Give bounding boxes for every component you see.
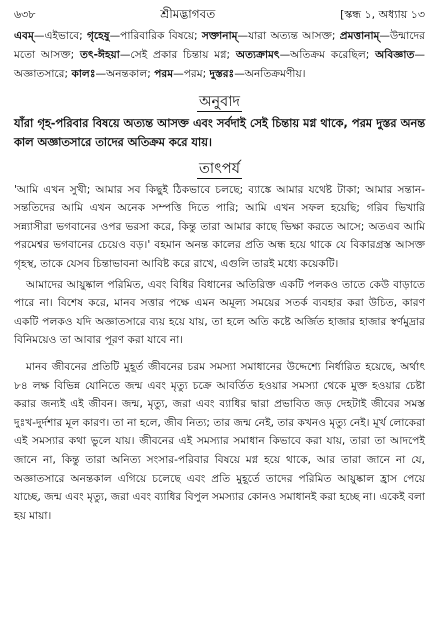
word-meaning-item	[71, 68, 154, 80]
sanskrit-word: কালঃ	[71, 68, 96, 81]
translation-text: যাঁরা গৃহ-পরিবার বিষয়ে অত্যন্ত আসক্ত এবং সর্বদাই সেই চিন্তায় মগ্ন থাকে, পরম দুস্তর অনন্ত কাল অজ্ঞাতসারে তাদের অতিক্রম করে যায়।	[14, 116, 425, 149]
chapter-reference: [স্কন্ধ ১, অধ্যায় ১৩	[340, 8, 425, 21]
word-meaning-item	[87, 30, 202, 42]
sanskrit-word: সক্তানাম্	[201, 30, 238, 42]
translation-heading: অনুবাদ	[198, 93, 241, 110]
purport-heading: তাৎপর্য	[198, 160, 241, 177]
word-meaning-item	[80, 49, 236, 61]
sanskrit-word: তৎ-ঈহয়া	[80, 49, 120, 62]
word-gloss: —অতিক্রম করেছিল;	[279, 49, 376, 62]
sanskrit-word: দুস্তরঃ	[209, 68, 235, 81]
purport-paragraph: 'আমি এখন সুখী; আমার সব কিছুই ঠিকভাবে চলছে; ব্যাঙ্কে আমার যথেষ্ট টাকা; আমার সন্তান-সন্ততিদের আমি এখন অনেক সম্পত্তি দিতে পারি; আমি এখন সফল হয়েছি; গরিব ভিখারি সন্ন্যাসীরা ভগবানের ওপর ভরসা করে, কিন্তু তারা আমার কাছে ভিক্ষা করতে আসে; অতএব আমি পরমেশ্বর ভগবানের চেয়েও বড়।' বহমান অনন্ত কালের প্রতি অন্ধ হয়ে থাকে যে বিকারগ্রস্ত আসক্ত গৃহস্থ, তাকে যেসব চিন্তাভাবনা আবিষ্ট করে রাখে, এগুলি তারই মধ্যে কয়েকটি।	[14, 183, 425, 270]
word-gloss: —এইভাবে;	[33, 30, 87, 42]
purport-paragraph: মানব জীবনের প্রতিটি মুহূর্ত জীবনের চরম সমস্যা সমাধানের উদ্দেশ্যে নির্ধারিত হয়েছে, অর্থাৎ ৮৪ লক্ষ বিভিন্ন যোনিতে জন্ম এবং মৃত্যু চক্রে আবর্তিত হওয়ার সমস্যা থেকে মুক্ত হওয়ার চেষ্টা করার জন্যই এই জীবন। জন্ম, মৃত্যু, জরা এবং ব্যাধির দ্বারা প্রভাবিত জড় দেহটাই জীবের সমস্ত দুঃখ-দুর্দশার মূল কারণ। তা না হলে, জীব নিত্য; তার জন্ম নেই, তার কখনও মৃত্যু নেই। মূর্খ লোকেরা এই সমস্যার কথা ভুলে যায়। জীবনের এই সমস্যার সমাধান কিভাবে করা যায়, তারা তা আদপেই জানে না, কিন্তু তারা অনিত্য সংসার-পরিবার বিষয়ে মগ্ন হয়ে থাকে, আর তারা জানে না যে, অজ্ঞাতসারে অনন্তকাল এগিয়ে চলেছে এবং প্রতি মুহূর্তে তাদের পরিমিত আয়ুষ্কাল হ্রাস পেয়ে যাচ্ছে, জন্ম এবং মৃত্যু, জরা এবং ব্যাধির বিপুল সমস্যার কোনও সমাধানই করা হচ্ছে না। একেই বলা হয় মায়া।	[14, 360, 425, 522]
sanskrit-word: গৃহেষু	[86, 30, 110, 42]
word-gloss: —পরম;	[173, 68, 210, 81]
sanskrit-word: অত্যক্রামৎ	[235, 49, 280, 62]
word-gloss: —অজ্ঞাতসারে;	[14, 49, 425, 81]
word-gloss: —সেই প্রকার চিন্তায় মগ্ন;	[119, 49, 236, 62]
sanskrit-word: এবম্	[14, 30, 34, 42]
book-title: শ্রীমদ্ভাগবত	[160, 7, 216, 21]
page-header	[14, 6, 425, 23]
word-gloss: —যারা অত্যন্ত আসক্ত;	[237, 30, 340, 42]
sanskrit-word: পরম	[154, 68, 174, 81]
word-gloss: —পারিবারিক বিষয়ে;	[109, 30, 202, 42]
word-gloss: —অনতিক্রমণীয়।	[234, 68, 306, 81]
word-gloss: —অনন্তকাল;	[95, 68, 155, 81]
word-meaning-item	[14, 30, 87, 42]
sanskrit-word: প্রমত্তানাম্	[339, 30, 380, 42]
purport-paragraph: আমাদের আয়ুষ্কাল পরিমিত, এবং বিধির বিধানের অতিরিক্ত একটি পলকও তাতে কেউ বাড়াতে পারে না। বিশেষ করে, মানব সত্তার পক্ষে এমন অমূল্য সময়ের সতর্ক ব্যবহার করা উচিত, কারণ একটি পলকও যদি অজ্ঞাতসারে ব্যয় হয়ে যায়, তা হলে অতি কষ্টে অর্জিত হাজার হাজার স্বর্ণমুদ্রার বিনিময়েও তা আবার পূরণ করা যাবে না।	[14, 278, 425, 347]
word-meaning-item	[236, 49, 375, 61]
page-number: ৬৩৮	[14, 8, 36, 21]
sanskrit-word: অবিজ্ঞাত	[375, 49, 415, 62]
purport-body	[14, 181, 425, 526]
word-meaning-item	[202, 30, 340, 42]
word-gloss: —উন্মাদের মতো আসক্ত;	[14, 30, 426, 62]
word-meaning-item	[210, 68, 306, 80]
word-meaning-item	[154, 68, 209, 80]
word-meanings	[14, 27, 425, 85]
